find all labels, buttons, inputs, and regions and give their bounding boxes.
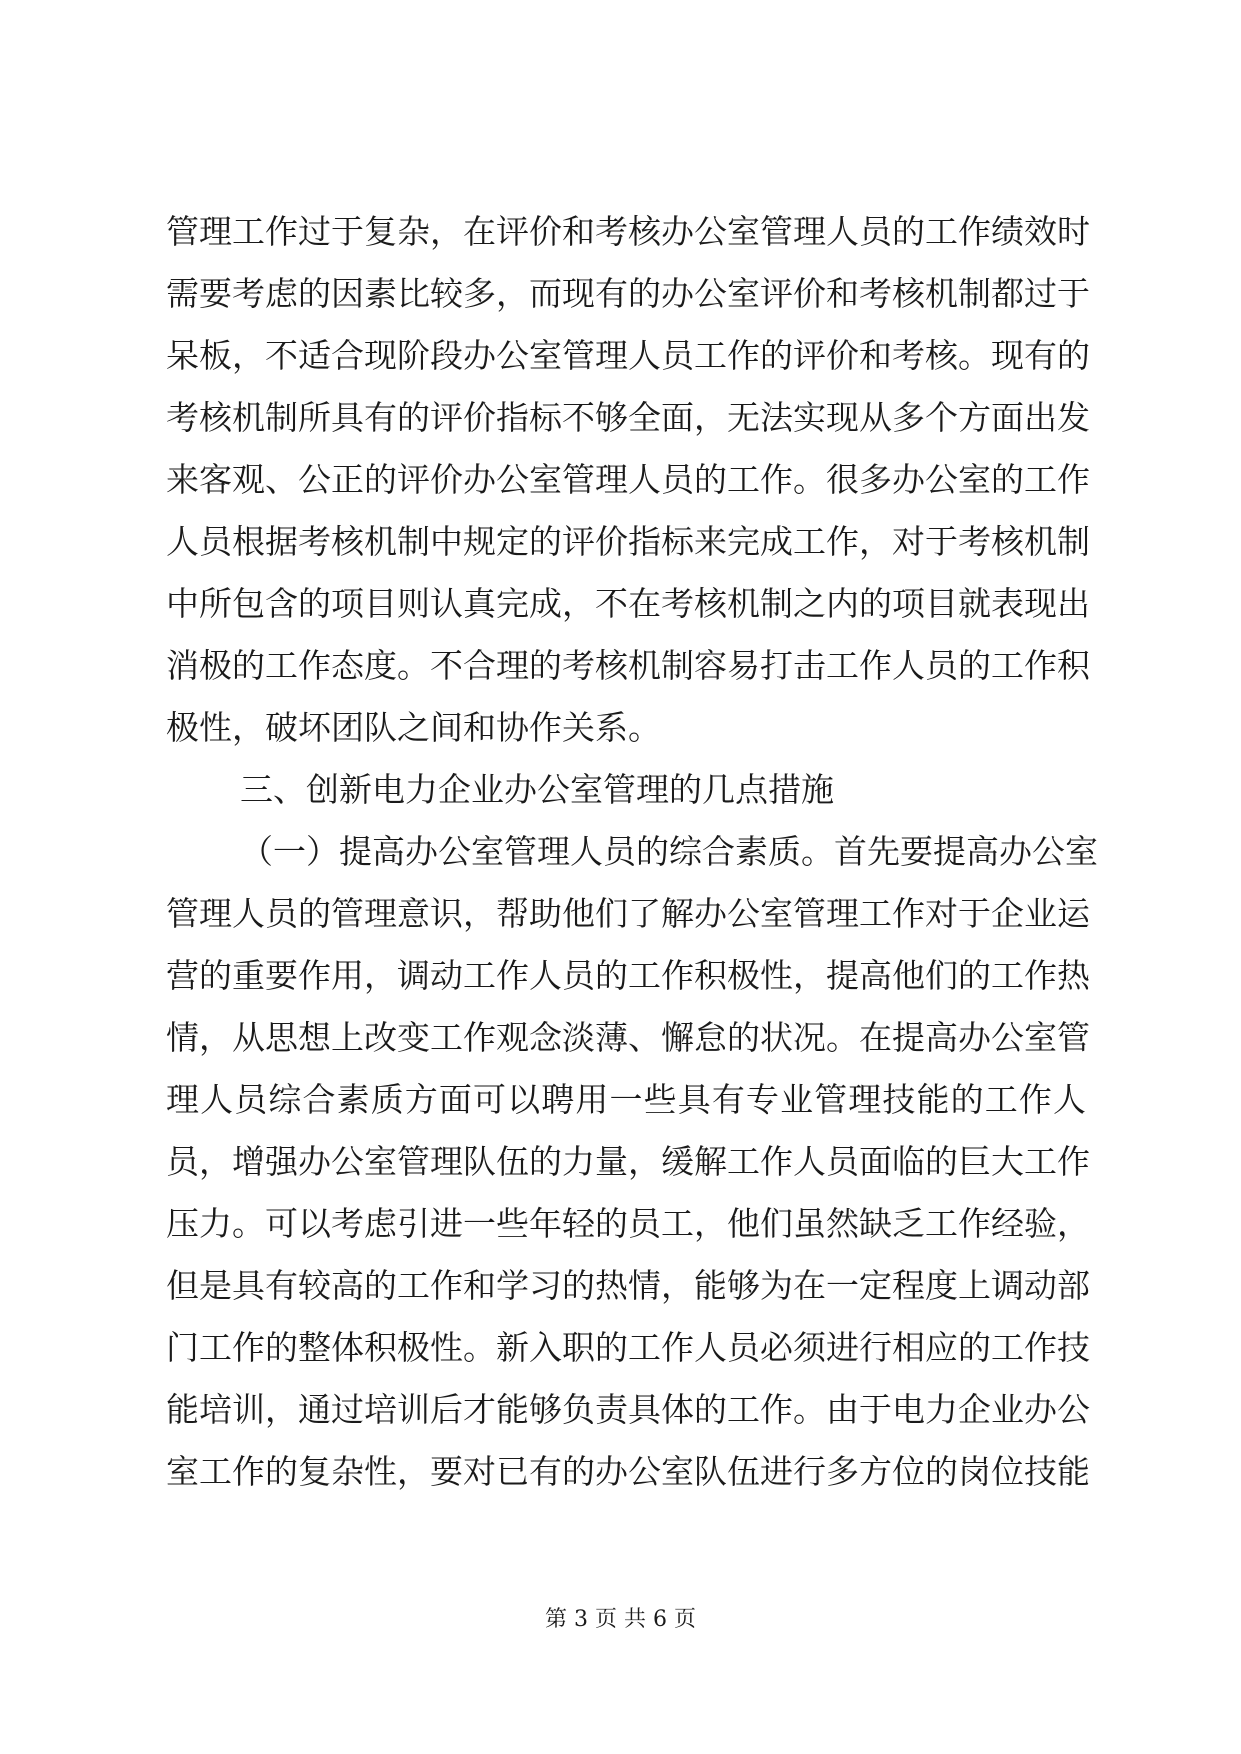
text-line: 门工作的整体积极性。新入职的工作人员必须进行相应的工作技 <box>166 1328 1090 1367</box>
text-line: 需要考虑的因素比较多，而现有的办公室评价和考核机制都过于 <box>166 274 1090 313</box>
text-line: 但是具有较高的工作和学习的热情，能够为在一定程度上调动部 <box>166 1266 1090 1305</box>
text-line: 中所包含的项目则认真完成，不在考核机制之内的项目就表现出 <box>166 584 1090 623</box>
text-line: 情，从思想上改变工作观念淡薄、懈怠的状况。在提高办公室管 <box>166 1018 1090 1057</box>
text-line: 人员根据考核机制中规定的评价指标来完成工作，对于考核机制 <box>166 522 1090 561</box>
text-line: 能培训，通过培训后才能够负责具体的工作。由于电力企业办公 <box>166 1390 1090 1429</box>
text-line: 管理人员的管理意识，帮助他们了解办公室管理工作对于企业运 <box>166 894 1090 933</box>
text-line: 管理工作过于复杂，在评价和考核办公室管理人员的工作绩效时 <box>166 212 1090 251</box>
text-line: 极性，破坏团队之间和协作关系。 <box>166 708 661 747</box>
text-line: 来客观、公正的评价办公室管理人员的工作。很多办公室的工作 <box>166 460 1090 499</box>
text-line: 理人员综合素质方面可以聘用一些具有专业管理技能的工作人 <box>166 1080 1086 1119</box>
text-line: 考核机制所具有的评价指标不够全面，无法实现从多个方面出发 <box>166 398 1090 437</box>
text-line: （一）提高办公室管理人员的综合素质。首先要提高办公室 <box>240 832 1098 871</box>
page-footer: 第 3 页 共 6 页 <box>545 1607 696 1632</box>
text-line: 营的重要作用，调动工作人员的工作积极性，提高他们的工作热 <box>166 956 1090 995</box>
text-line: 室工作的复杂性，要对已有的办公室队伍进行多方位的岗位技能 <box>166 1452 1090 1491</box>
section-heading: 三、创新电力企业办公室管理的几点措施 <box>240 770 834 809</box>
text-line: 消极的工作态度。不合理的考核机制容易打击工作人员的工作积 <box>166 646 1090 685</box>
text-line: 呆板，不适合现阶段办公室管理人员工作的评价和考核。现有的 <box>166 336 1090 375</box>
text-line: 压力。可以考虑引进一些年轻的员工，他们虽然缺乏工作经验， <box>166 1204 1090 1243</box>
text-line: 员，增强办公室管理队伍的力量，缓解工作人员面临的巨大工作 <box>166 1142 1090 1181</box>
